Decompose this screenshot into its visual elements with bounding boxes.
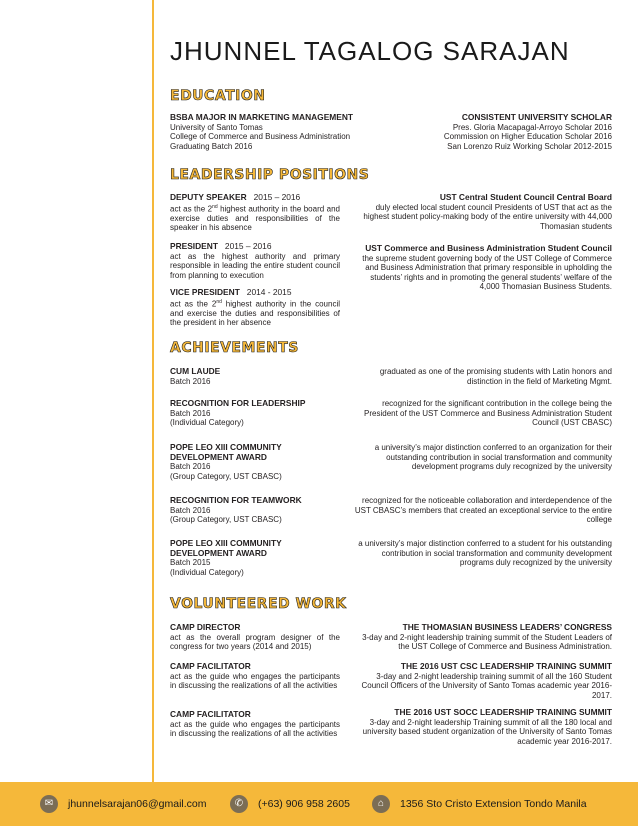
org-ust-cbasc xyxy=(350,244,612,292)
contact-phone[interactable] xyxy=(230,795,350,813)
volunteer-role xyxy=(170,710,340,739)
mail-icon: ✉ xyxy=(40,795,58,813)
position-period: 2015 – 2016 xyxy=(253,192,301,202)
education-degree xyxy=(170,112,354,151)
contact-address xyxy=(372,795,587,813)
degree-title: BSBA MAJOR IN MARKETING MANAGEMENT xyxy=(170,112,354,122)
achievement-line: (Individual Category) xyxy=(170,567,244,577)
position-title: PRESIDENT xyxy=(170,241,218,251)
role-description: act as the overall program designer of the congress for two years (2014 and 2015) xyxy=(170,632,340,652)
event-title: THE 2016 UST SOCC LEADERSHIP TRAINING SUMMIT xyxy=(394,707,612,717)
achievement-left xyxy=(170,367,340,386)
volunteer-role xyxy=(170,623,340,652)
event-title: THE THOMASIAN BUSINESS LEADERS’ CONGRESS xyxy=(402,622,612,632)
org-description: duly elected local student council Presidents of UST that act as the highest student policy-making body of the entire university with 44,000 Thomasian students xyxy=(363,202,612,231)
location-pin-icon: ⌂ xyxy=(372,795,390,813)
position-description: act as the 2nd highest authority in the council and exercise the duties and responsibilities of the president in her absence xyxy=(170,298,341,328)
achievement-left xyxy=(170,443,340,481)
achievement-title: RECOGNITION FOR TEAMWORK xyxy=(170,495,302,505)
achievement-description: graduated as one of the promising students with Latin honors and distinction in the field of Marketing Mgmt. xyxy=(379,367,612,386)
position-deputy-speaker xyxy=(170,193,340,233)
org-title: UST Commerce and Business Administration Student Council xyxy=(365,243,612,253)
position-title: VICE PRESIDENT xyxy=(170,287,240,297)
achievement-line: Batch 2016 xyxy=(170,462,211,472)
resume-name: JHUNNEL TAGALOG SARAJAN xyxy=(170,36,570,66)
achievement-title: CUM LAUDE xyxy=(170,366,221,376)
org-ust-csc xyxy=(350,193,612,231)
org-description: the supreme student governing body of the UST College of Commerce and Business Administration that primary responsible in upholding the students’ rights and in promoting the general students’ welfare of the 4,000 Thomasian Business Students. xyxy=(362,253,612,292)
position-vice-president xyxy=(170,288,340,328)
scholar-line: Commission on Higher Education Scholar 2016 xyxy=(443,132,612,142)
achievement-title: POPE LEO XIII COMMUNITY DEVELOPMENT AWARD xyxy=(170,538,282,558)
degree-line: University of Santo Tomas xyxy=(170,122,263,132)
achievement-line: Batch 2016 xyxy=(170,505,211,515)
achievement-line: (Group Category, UST CBASC) xyxy=(170,471,282,481)
position-description: act as the highest authority and primary responsible in leading the entire student council from planning to execution xyxy=(170,251,340,280)
section-title-achievements: ACHIEVEMENTS xyxy=(170,340,299,356)
volunteer-event xyxy=(350,623,612,652)
contact-footer xyxy=(0,782,638,826)
achievement-left xyxy=(170,539,340,577)
event-description: 3-day and 2-night leadership training summit of the Student Leaders of the UST College of Commerce and Business Administration. xyxy=(362,632,612,652)
scholar-line: San Lorenzo Ruiz Working Scholar 2012-2015 xyxy=(447,141,612,151)
degree-line: Graduating Batch 2016 xyxy=(170,141,253,151)
section-title-education: EDUCATION xyxy=(170,88,266,104)
achievement-description: recognized for the noticeable collaboration and interdependence of the UST CBASC’s members that created an exceptional service to the entire college xyxy=(354,496,612,525)
degree-line: College of Commerce and Business Administration xyxy=(170,132,351,142)
position-period: 2014 - 2015 xyxy=(246,287,292,297)
email-text: jhunnelsarajan06@gmail.com xyxy=(68,798,207,810)
achievement-title: POPE LEO XIII COMMUNITY DEVELOPMENT AWARD xyxy=(170,442,282,462)
achievement-description: recognized for the significant contribution in the college being the President of the UST Commerce and Business Administration Student Council (UST CBASC) xyxy=(364,399,612,428)
org-title: UST Central Student Council Central Board xyxy=(439,192,612,202)
volunteer-role xyxy=(170,662,340,691)
position-period: 2015 – 2016 xyxy=(224,241,272,251)
event-title: THE 2016 UST CSC LEADERSHIP TRAINING SUMMIT xyxy=(400,661,612,671)
role-title: CAMP FACILITATOR xyxy=(170,709,251,719)
event-description: 3-day and 2-night leadership training summit of all the 160 Student Council Officers of the University of Santo Tomas academic year 2016-2017. xyxy=(361,671,612,700)
address-text: 1356 Sto Cristo Extension Tondo Manila xyxy=(400,798,587,810)
role-title: CAMP DIRECTOR xyxy=(170,622,241,632)
role-title: CAMP FACILITATOR xyxy=(170,661,251,671)
achievement-left xyxy=(170,496,340,525)
phone-text: (+63) 906 958 2605 xyxy=(258,798,350,810)
contact-email[interactable] xyxy=(40,795,206,813)
phone-icon: ✆ xyxy=(230,795,248,813)
volunteer-event xyxy=(350,662,612,700)
role-description: act as the guide who engages the participants in discussing the realizations of all the activities xyxy=(170,671,340,691)
accent-divider-line xyxy=(152,0,154,782)
section-title-leadership: LEADERSHIP POSITIONS xyxy=(170,167,370,183)
position-president xyxy=(170,242,340,280)
achievement-line: (Group Category, UST CBASC) xyxy=(170,515,282,525)
position-description: act as the 2nd highest authority in the board and exercise duties and responsibilities of the speaker in his absence xyxy=(170,203,340,233)
position-title: DEPUTY SPEAKER xyxy=(170,192,247,202)
achievement-title: RECOGNITION FOR LEADERSHIP xyxy=(170,398,306,408)
achievement-line: Batch 2016 xyxy=(170,376,211,386)
achievement-description: a university’s major distinction conferred to a student for his outstanding contribution in social transformation and community development programs duly recognized by the university xyxy=(358,539,612,568)
achievement-left xyxy=(170,399,340,428)
role-description: act as the guide who engages the participants in discussing the realizations of all the activities xyxy=(170,719,340,739)
achievement-line: Batch 2016 xyxy=(170,408,211,418)
volunteer-event xyxy=(350,708,612,746)
scholar-line: Pres. Gloria Macapagal-Arroyo Scholar 2016 xyxy=(452,122,612,132)
scholar-title: CONSISTENT UNIVERSITY SCHOLAR xyxy=(461,112,612,122)
education-scholar xyxy=(350,113,612,151)
achievement-line: (Individual Category) xyxy=(170,418,244,428)
achievement-line: Batch 2015 xyxy=(170,558,211,568)
achievement-description: a university’s major distinction conferred to an organization for their outstanding contribution in social transformation and community development programs duly recognized by the university xyxy=(374,443,612,472)
event-description: 3-day and 2-night leadership Training summit of all the 180 local and university based student organization of the University of Santo Tomas academic year 2016-2017. xyxy=(362,717,612,746)
section-title-volunteer: VOLUNTEERED WORK xyxy=(170,596,347,612)
